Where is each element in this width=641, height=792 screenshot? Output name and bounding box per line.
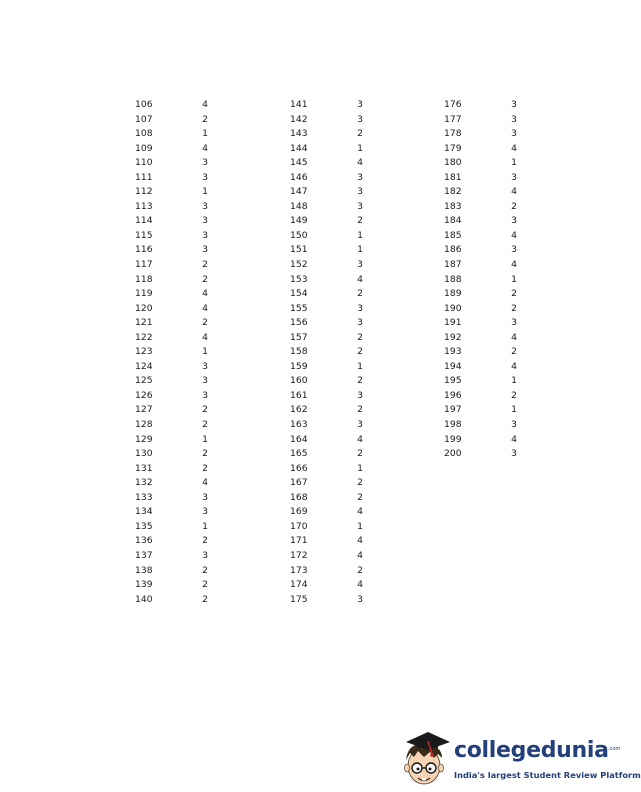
answer-key: 3 <box>511 215 517 227</box>
question-number: 167 <box>290 477 308 489</box>
answer-key: 3 <box>511 171 517 183</box>
answer-key: 2 <box>202 564 208 576</box>
answer-key: 4 <box>357 549 363 561</box>
question-number: 182 <box>444 186 462 198</box>
answer-key: 2 <box>202 273 208 285</box>
question-number: 145 <box>290 157 308 169</box>
answer-key: 4 <box>511 360 517 372</box>
answer-key: 4 <box>357 433 363 445</box>
question-number: 159 <box>290 360 308 372</box>
answer-key: 2 <box>511 389 517 401</box>
question-number: 168 <box>290 491 308 503</box>
question-number: 157 <box>290 331 308 343</box>
answer-key: 2 <box>357 491 363 503</box>
question-number: 186 <box>444 244 462 256</box>
answer-key: 2 <box>511 200 517 212</box>
answer-key: 3 <box>357 186 363 198</box>
question-number: 185 <box>444 229 462 241</box>
answer-key: 3 <box>511 113 517 125</box>
answer-key: 3 <box>357 200 363 212</box>
question-number: 199 <box>444 433 462 445</box>
question-number: 113 <box>135 200 153 212</box>
question-number: 197 <box>444 404 462 416</box>
answer-key: 1 <box>357 142 363 154</box>
answer-key: 1 <box>511 375 517 387</box>
answer-key: 3 <box>202 171 208 183</box>
question-number: 193 <box>444 346 462 358</box>
question-number: 123 <box>135 346 153 358</box>
answer-key: 1 <box>357 244 363 256</box>
question-number: 125 <box>135 375 153 387</box>
answer-key: 4 <box>511 259 517 271</box>
answer-key: 3 <box>202 229 208 241</box>
question-number: 119 <box>135 288 153 300</box>
answer-key: 1 <box>357 462 363 474</box>
answer-key: 2 <box>357 215 363 227</box>
answer-key: 1 <box>511 273 517 285</box>
answer-key: 2 <box>202 579 208 591</box>
answer-key: 2 <box>357 404 363 416</box>
answer-key: 4 <box>357 535 363 547</box>
question-number: 111 <box>135 171 153 183</box>
answer-key: 3 <box>357 317 363 329</box>
question-number: 121 <box>135 317 153 329</box>
question-number: 117 <box>135 259 153 271</box>
question-number: 163 <box>290 419 308 431</box>
student-mascot-icon <box>396 728 454 788</box>
answer-key: 4 <box>511 433 517 445</box>
question-number: 169 <box>290 506 308 518</box>
question-number: 131 <box>135 462 153 474</box>
question-number: 149 <box>290 215 308 227</box>
question-number: 135 <box>135 520 153 532</box>
question-number: 176 <box>444 99 462 110</box>
question-number: 147 <box>290 186 308 198</box>
question-number: 155 <box>290 302 308 314</box>
answer-key: 3 <box>357 171 363 183</box>
question-number: 146 <box>290 171 308 183</box>
answer-key: 3 <box>511 317 517 329</box>
question-number: 136 <box>135 535 153 547</box>
answer-key: 1 <box>202 433 208 445</box>
answer-key: 4 <box>357 506 363 518</box>
answer-key: 3 <box>202 244 208 256</box>
answer-key: 2 <box>357 288 363 300</box>
question-number: 190 <box>444 302 462 314</box>
answer-key: 3 <box>202 506 208 518</box>
answer-key: 3 <box>511 419 517 431</box>
question-number: 198 <box>444 419 462 431</box>
answer-key: 3 <box>202 157 208 169</box>
answer-key: 3 <box>202 375 208 387</box>
answer-key: 3 <box>357 113 363 125</box>
question-number: 124 <box>135 360 153 372</box>
question-number: 189 <box>444 288 462 300</box>
answer-key: 1 <box>202 520 208 532</box>
answer-key: 1 <box>357 360 363 372</box>
answer-key: 2 <box>202 259 208 271</box>
answer-key: 2 <box>357 346 363 358</box>
question-number: 132 <box>135 477 153 489</box>
answer-key: 4 <box>202 142 208 154</box>
question-number: 162 <box>290 404 308 416</box>
question-number: 183 <box>444 200 462 212</box>
answer-key: 2 <box>357 375 363 387</box>
question-number: 173 <box>290 564 308 576</box>
question-number: 191 <box>444 317 462 329</box>
question-number: 115 <box>135 229 153 241</box>
answer-key: 2 <box>202 404 208 416</box>
question-number: 148 <box>290 200 308 212</box>
question-number: 177 <box>444 113 462 125</box>
question-number: 187 <box>444 259 462 271</box>
question-number: 175 <box>290 593 308 605</box>
question-number: 153 <box>290 273 308 285</box>
answer-key: 2 <box>357 564 363 576</box>
answer-key: 4 <box>511 331 517 343</box>
question-number: 178 <box>444 128 462 140</box>
question-number: 170 <box>290 520 308 532</box>
question-number: 138 <box>135 564 153 576</box>
question-number: 196 <box>444 389 462 401</box>
question-number: 158 <box>290 346 308 358</box>
answer-key: 3 <box>202 215 208 227</box>
answer-key: 2 <box>357 331 363 343</box>
answer-key: 2 <box>202 462 208 474</box>
question-number: 166 <box>290 462 308 474</box>
answer-key: 1 <box>511 404 517 416</box>
question-number: 179 <box>444 142 462 154</box>
question-number: 109 <box>135 142 153 154</box>
question-number: 141 <box>290 99 308 110</box>
answer-key: 4 <box>357 157 363 169</box>
question-number: 134 <box>135 506 153 518</box>
answer-key: 4 <box>202 477 208 489</box>
answer-key: 1 <box>202 346 208 358</box>
answer-key: 3 <box>202 491 208 503</box>
question-number: 180 <box>444 157 462 169</box>
question-number: 122 <box>135 331 153 343</box>
answer-key: 3 <box>511 99 517 110</box>
question-number: 188 <box>444 273 462 285</box>
answer-key: 2 <box>511 288 517 300</box>
answer-key: 4 <box>202 302 208 314</box>
question-number: 107 <box>135 113 153 125</box>
answer-key: 3 <box>511 448 517 460</box>
question-number: 116 <box>135 244 153 256</box>
answer-key: 2 <box>202 317 208 329</box>
answer-key: 3 <box>357 419 363 431</box>
question-number: 130 <box>135 448 153 460</box>
question-number: 126 <box>135 389 153 401</box>
answer-key: 3 <box>511 244 517 256</box>
question-number: 181 <box>444 171 462 183</box>
answer-key: 3 <box>202 360 208 372</box>
logo-tagline: India's largest Student Review Platform <box>454 770 641 780</box>
answer-key: 4 <box>511 229 517 241</box>
answer-key: 4 <box>511 142 517 154</box>
answer-key: 2 <box>511 346 517 358</box>
question-number: 165 <box>290 448 308 460</box>
answer-key: 3 <box>357 302 363 314</box>
answer-key: 1 <box>357 229 363 241</box>
question-number: 160 <box>290 375 308 387</box>
question-number: 133 <box>135 491 153 503</box>
answer-key: 2 <box>202 113 208 125</box>
question-number: 200 <box>444 448 462 460</box>
answer-key: 2 <box>202 593 208 605</box>
answer-key: 3 <box>202 549 208 561</box>
answer-key: 3 <box>357 593 363 605</box>
answer-key: 4 <box>357 579 363 591</box>
question-number: 161 <box>290 389 308 401</box>
question-number: 127 <box>135 404 153 416</box>
question-number: 108 <box>135 128 153 140</box>
question-number: 139 <box>135 579 153 591</box>
question-number: 171 <box>290 535 308 547</box>
question-number: 106 <box>135 99 153 110</box>
question-number: 156 <box>290 317 308 329</box>
question-number: 137 <box>135 549 153 561</box>
answer-key: 1 <box>202 128 208 140</box>
answer-key: 1 <box>511 157 517 169</box>
question-number: 184 <box>444 215 462 227</box>
answer-key: 4 <box>202 288 208 300</box>
question-number: 154 <box>290 288 308 300</box>
answer-key: 2 <box>511 302 517 314</box>
question-number: 120 <box>135 302 153 314</box>
answer-key: 3 <box>202 389 208 401</box>
answer-key: 3 <box>357 99 363 110</box>
answer-key: 1 <box>202 186 208 198</box>
answer-key: 2 <box>357 128 363 140</box>
answer-key: 3 <box>202 200 208 212</box>
question-number: 172 <box>290 549 308 561</box>
question-number: 142 <box>290 113 308 125</box>
question-number: 195 <box>444 375 462 387</box>
question-number: 128 <box>135 419 153 431</box>
question-number: 150 <box>290 229 308 241</box>
question-number: 112 <box>135 186 153 198</box>
collegedunia-logo[interactable] <box>396 728 641 788</box>
answer-key: 2 <box>202 419 208 431</box>
question-number: 192 <box>444 331 462 343</box>
answer-key: 4 <box>511 186 517 198</box>
question-number: 129 <box>135 433 153 445</box>
question-number: 140 <box>135 593 153 605</box>
answer-key: 3 <box>357 389 363 401</box>
question-number: 144 <box>290 142 308 154</box>
question-number: 164 <box>290 433 308 445</box>
answer-key: 4 <box>357 273 363 285</box>
answer-key: 2 <box>357 448 363 460</box>
answer-key: 4 <box>202 99 208 110</box>
answer-key: 3 <box>357 259 363 271</box>
answer-key: 4 <box>202 331 208 343</box>
answer-key: 1 <box>357 520 363 532</box>
question-number: 114 <box>135 215 153 227</box>
answer-key: 2 <box>357 477 363 489</box>
question-number: 174 <box>290 579 308 591</box>
answer-key: 2 <box>202 448 208 460</box>
question-number: 194 <box>444 360 462 372</box>
question-number: 152 <box>290 259 308 271</box>
question-number: 151 <box>290 244 308 256</box>
logo-domain-suffix: .com <box>608 746 621 752</box>
answer-key: 3 <box>511 128 517 140</box>
question-number: 143 <box>290 128 308 140</box>
question-number: 110 <box>135 157 153 169</box>
logo-wordmark: collegedunia <box>454 738 609 763</box>
question-number: 118 <box>135 273 153 285</box>
answer-key: 2 <box>202 535 208 547</box>
